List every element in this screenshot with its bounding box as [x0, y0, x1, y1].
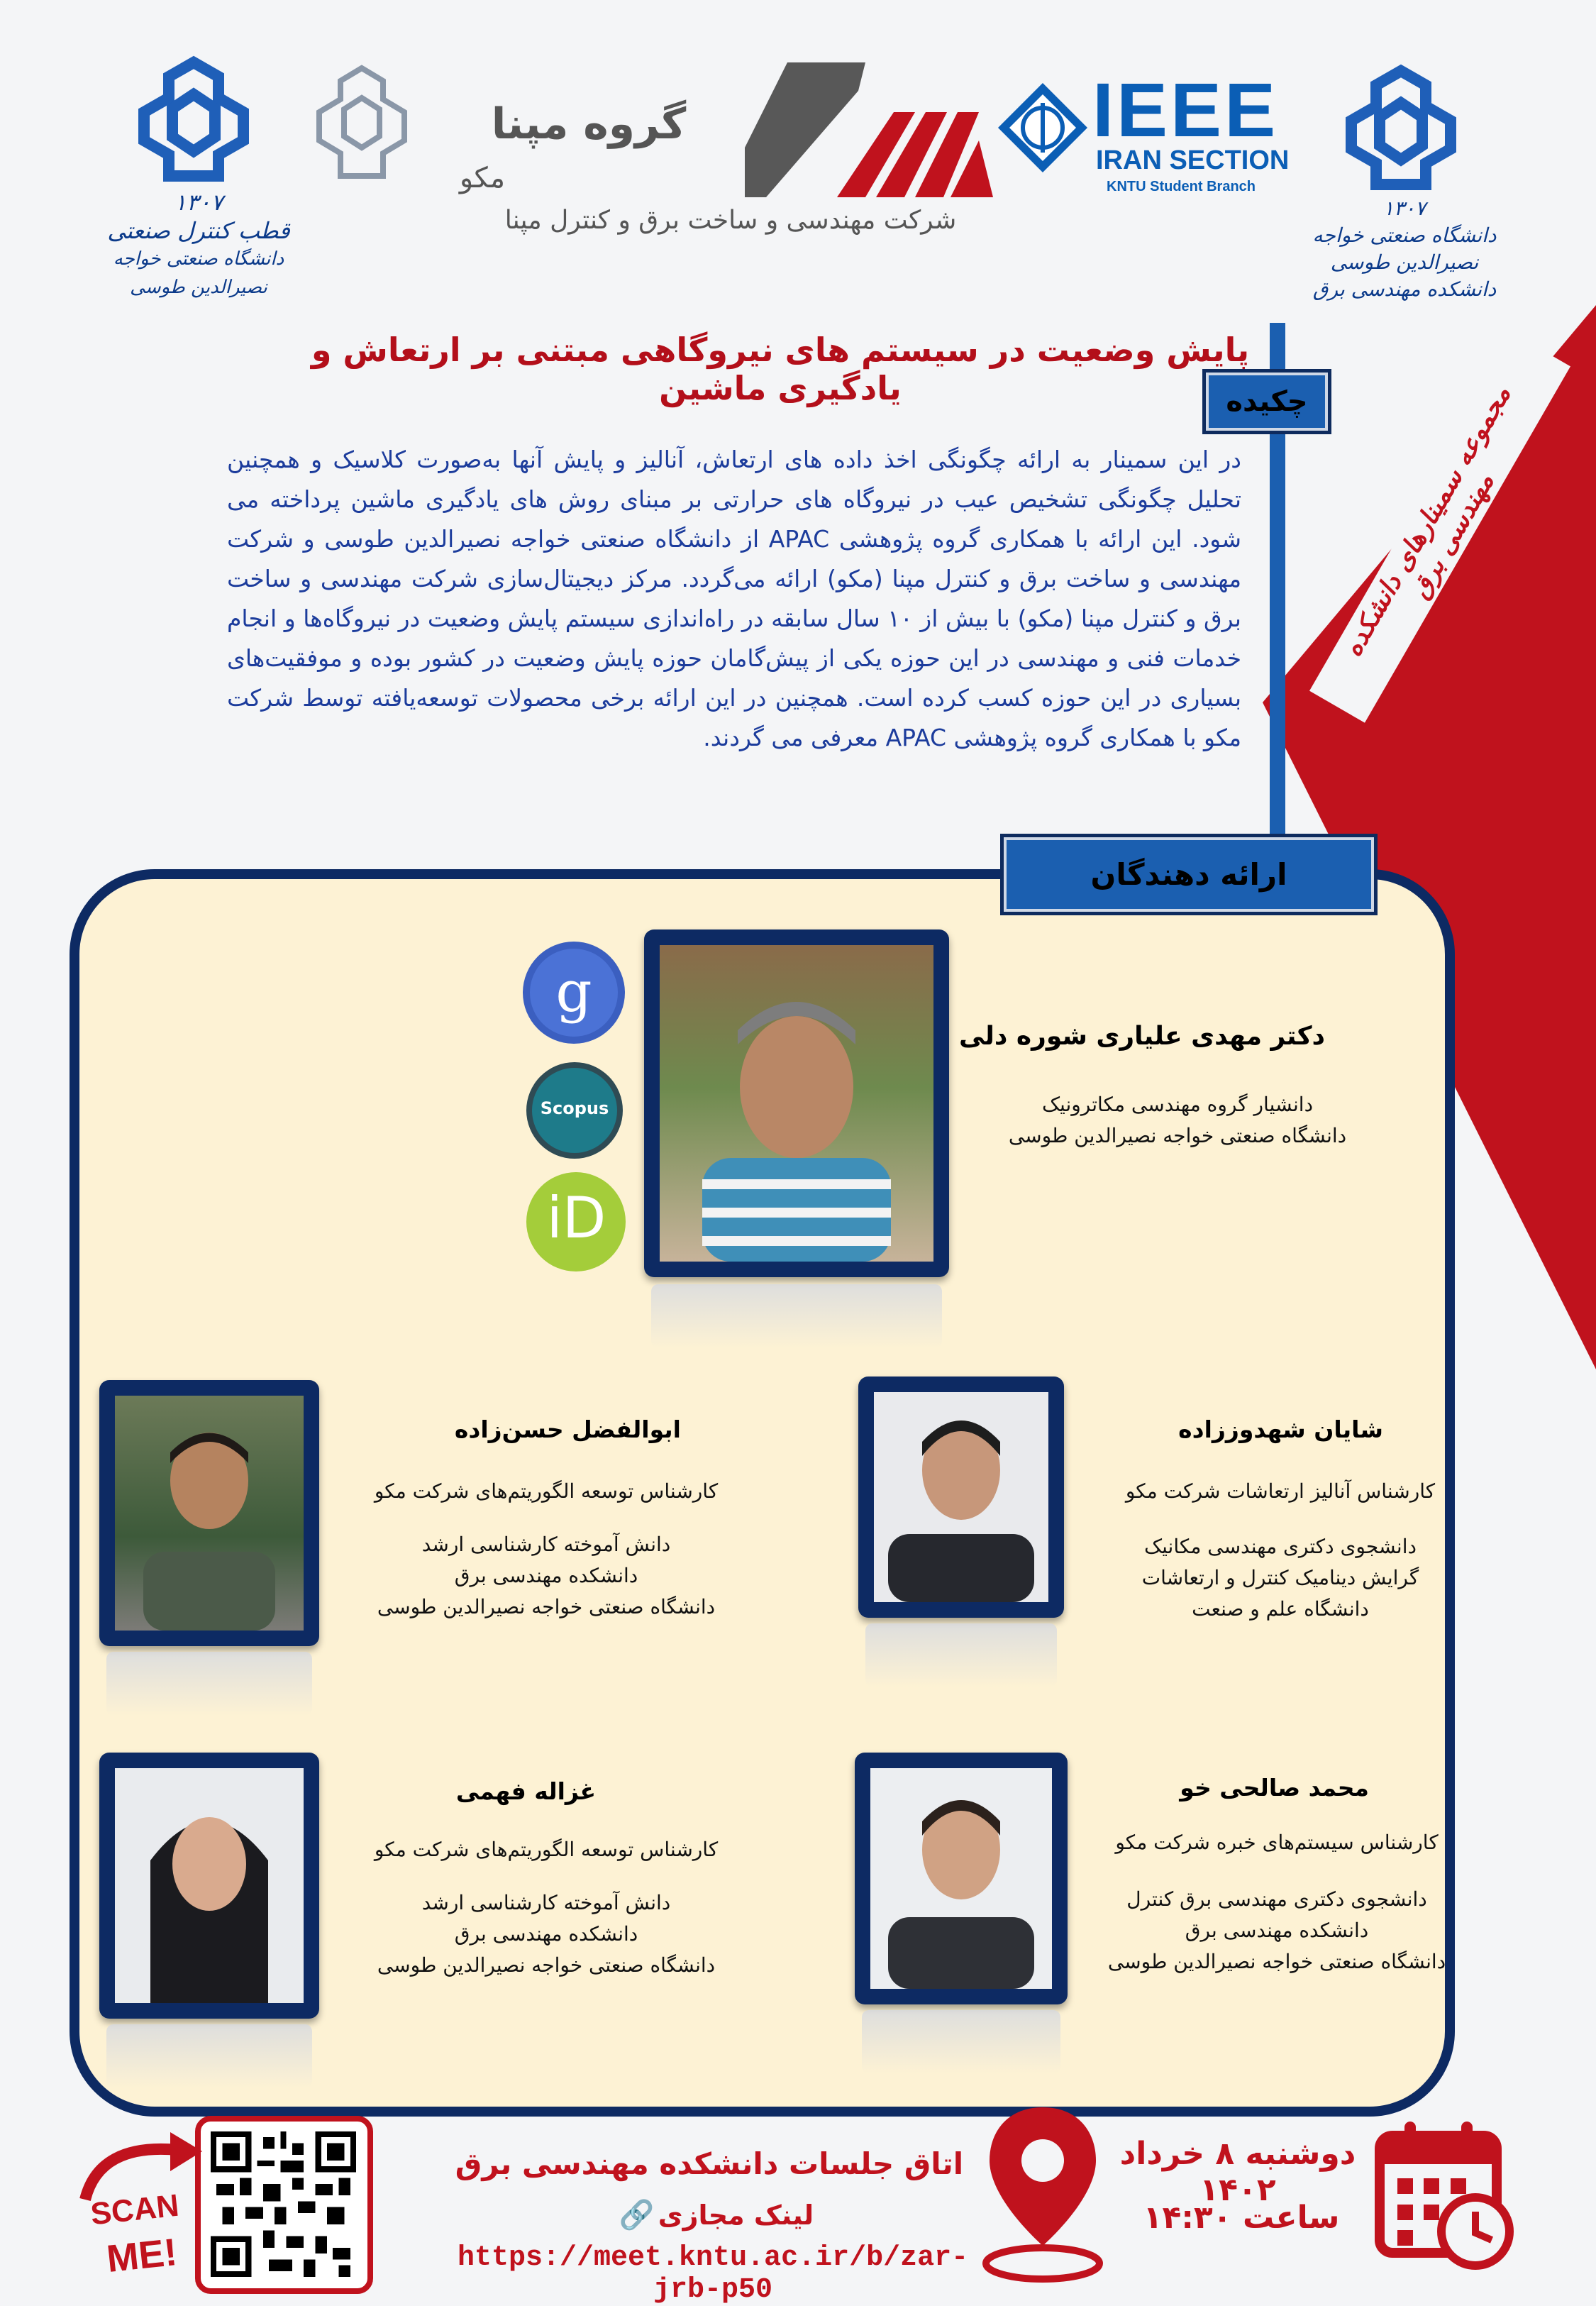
scan-text: SCAN [89, 2188, 181, 2232]
event-time: ساعت ۱۴:۳۰ [1143, 2200, 1340, 2236]
presenter3-name: ابوالفضل حسن‌زاده [454, 1416, 681, 1443]
presenter2-name: شایان شهدوززاده [1178, 1416, 1383, 1443]
virtual-link-label: لینک مجازی [658, 2200, 814, 2231]
abstract-heading: چکیده [1202, 369, 1331, 434]
presenter5-photo [99, 1753, 319, 2019]
right-logo-line1: دانشگاه صنعتی خواجه نصیرالدین طوسی [1312, 224, 1497, 274]
scan-me-text: ME! [104, 2230, 179, 2281]
presenter5-name: غزاله فهمی [455, 1777, 596, 1805]
location-pin-icon [979, 2100, 1107, 2292]
presenter3-line2: دانشکده مهندسی برق [454, 1564, 638, 1587]
calendar-icon [1373, 2118, 1514, 2271]
right-logo-year: ۱۳۰۷ [1382, 197, 1426, 220]
main-presenter-photo [644, 929, 949, 1277]
ieee-big: IEEE [1092, 67, 1279, 153]
svg-text:g: g [555, 959, 592, 1025]
ieee-section: IRAN SECTION [1096, 145, 1290, 175]
presenter4-line3: دانشگاه صنعتی خواجه نصیرالدین طوسی [1107, 1950, 1446, 1973]
orcid-label: iD [546, 1185, 606, 1251]
presenter2-line1: دانشجوی دکتری مهندسی مکانیک [1144, 1535, 1417, 1558]
presenter5-line3: دانشگاه صنعتی خواجه نصیرالدین طوسی [377, 1953, 716, 1977]
presenter4-line1: دانشجوی دکتری مهندسی برق کنترل [1126, 1887, 1427, 1911]
presenter5-line2: دانشکده مهندسی برق [454, 1922, 638, 1946]
left-logo-line2: دانشگاه صنعتی خواجه نصیرالدین طوسی [113, 248, 284, 298]
event-date: دوشنبه ۸ خرداد ۱۴۰۲ [1119, 2136, 1356, 2208]
venue-text: اتاق جلسات دانشکده مهندسی برق [455, 2146, 964, 2181]
right-logo-line2: دانشکده مهندسی برق [1312, 277, 1497, 301]
page-title: پایش وضعیت در سیستم های نیروگاهی مبتنی بر ارتعاش و یادگیری ماشین [311, 331, 1250, 407]
presenters-heading: ارائه دهندگان [1000, 834, 1378, 915]
presenter2-role: کارشناس آنالیز ارتعاشات شرکت مکو [1125, 1479, 1436, 1503]
mapna-mark [745, 62, 993, 197]
ieee-branch: KNTU Student Branch [1107, 179, 1256, 194]
main-presenter-line1: دانشیار گروه مهندسی مکاترونیک [1041, 1093, 1314, 1116]
apac-logo [298, 62, 426, 183]
main-presenter-name: دکتر مهدی علیاری شوره دلی [958, 1022, 1326, 1051]
ieee-diamond-icon [997, 82, 1089, 174]
presenter4-line2: دانشکده مهندسی برق [1185, 1919, 1369, 1942]
presenter3-photo [99, 1380, 319, 1646]
presenter4-role: کارشناس سیستم‌های خبره شرکت مکو [1115, 1831, 1439, 1854]
presenter3-role: کارشناس توسعه الگوریتم‌های شرکت مکو [374, 1479, 719, 1503]
presenter4-name: محمد صالحی خو [1180, 1774, 1369, 1802]
link-icon: 🔗 [619, 2199, 655, 2231]
presenter5-line1: دانش آموخته کارشناسی ارشد [421, 1891, 671, 1914]
presenter4-photo [855, 1753, 1068, 2004]
side-series-label: مجموعه سمینارهای دانشکده مهندسی برق [1309, 334, 1570, 722]
qr-code-icon[interactable] [211, 2131, 356, 2277]
scopus-label: Scopus [540, 1098, 609, 1118]
presenter2-line2: گرایش دینامیک کنترل و ارتعاشات [1141, 1566, 1419, 1589]
kntu-logo-left [119, 55, 268, 183]
company-line: شرکت مهندسی و ساخت برق و کنترل مپنا [504, 206, 957, 235]
main-presenter-line2: دانشگاه صنعتی خواجه نصیرالدین طوسی [1008, 1124, 1347, 1147]
mecco-text: مکو [459, 162, 506, 194]
kntu-logo-right [1326, 64, 1475, 192]
google-scholar-icon[interactable] [521, 940, 626, 1045]
meeting-url[interactable]: https://meet.kntu.ac.ir/b/zar-jrb-p50 [458, 2242, 969, 2306]
presenter3-line3: دانشگاه صنعتی خواجه نصیرالدین طوسی [377, 1595, 716, 1618]
mapna-group-text: گروه مپنا [491, 99, 687, 149]
left-logo-line1: قطب کنترل صنعتی [107, 217, 290, 244]
presenter3-line1: دانش آموخته کارشناسی ارشد [421, 1533, 671, 1556]
presenter5-role: کارشناس توسعه الگوریتم‌های شرکت مکو [374, 1838, 719, 1861]
presenter2-line3: دانشگاه علم و صنعت [1192, 1597, 1369, 1621]
left-logo-year: ۱۳۰۷ [174, 189, 223, 216]
abstract-text: در این سمینار به ارائه چگونگی اخذ داده های ارتعاش، آنالیز و پایش آنها به‌صورت کلاسیک و همچنین تحلیل چگونگی تشخیص عیب در نیروگاه های حرارتی بر مبنای روش های یادگیری ماشین پرداخته می شود. این ارائه با همکاری گروه پژوهشی APAC از دانشگاه صنعتی خواجه نصیرالدین طوسی و شرکت مهندسی و ساخت برق و کنترل مپنا (مکو) ارائه می‌گردد. مرکز دیجیتال‌سازی شرکت مهندسی و ساخت برق و کنترل مپنا (مکو) با بیش از ۱۰ سال سابقه در راه‌اندازی سیستم پایش وضعیت در نیروگاه‌ها و انجام خدمات فنی و مهندسی در این حوزه یکی از پیش‌گامان حوزه پایش وضعیت در کشور بوده و موفقیت‌های بسیاری در این حوزه کسب کرده است. همچنین در این ارائه برخی محصولات توسعه‌یافته توسط شرکت مکو با همکاری گروه پژوهشی APAC معرفی می گردند. [227, 446, 1241, 751]
presenter2-photo [858, 1377, 1064, 1618]
